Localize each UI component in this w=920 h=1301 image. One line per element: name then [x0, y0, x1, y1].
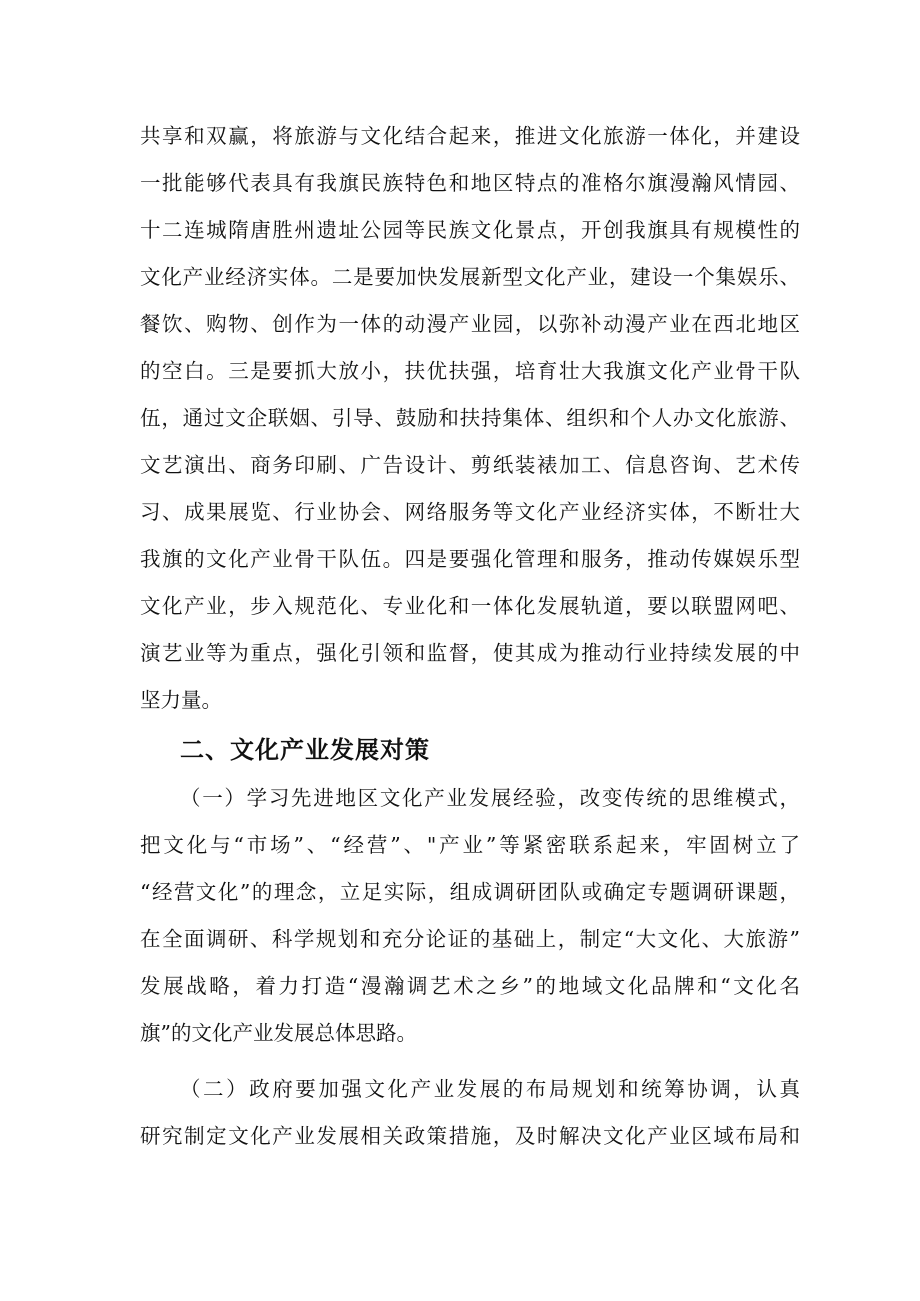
text-line: 我旗的文化产业骨干队伍。四是要强化管理和服务，推动传媒娱乐型 — [140, 547, 800, 571]
text-line: 的空白。三是要抓大放小，扶优扶强，培育壮大我旗文化产业骨干队 — [140, 359, 800, 383]
text-line: 十二连城隋唐胜州遗址公园等民族文化景点，开创我旗具有规模性的 — [140, 218, 800, 242]
text-line: 研究制定文化产业发展相关政策措施，及时解决文化产业区域布局和 — [140, 1124, 800, 1148]
text-line: “经营文化”的理念，立足实际，组成调研团队或确定专题调研课题， — [140, 880, 800, 904]
text-line: 习、成果展览、行业协会、网络服务等文化产业经济实体，不断壮大 — [140, 500, 800, 524]
text-line: 旗”的文化产业发展总体思路。 — [140, 1021, 417, 1045]
text-line: 在全面调研、科学规划和充分论证的基础上，制定“大文化、大旅游” — [140, 927, 800, 951]
text-line: 餐饮、购物、创作为一体的动漫产业园，以弥补动漫产业在西北地区 — [140, 312, 800, 336]
text-line: 把文化与“市场”、“经营”、"产业”等紧密联系起来，牢固树立了 — [140, 833, 800, 857]
text-line: 发展战略，着力打造“漫瀚调艺术之乡”的地域文化品牌和“文化名 — [140, 974, 800, 998]
text-line: 伍，通过文企联姻、引导、鼓励和扶持集体、组织和个人办文化旅游、 — [140, 406, 800, 430]
text-line: 文艺演出、商务印刷、广告设计、剪纸装裱加工、信息咨询、艺术传 — [140, 453, 800, 477]
text-line: （二）政府要加强文化产业发展的布局规划和统筹协调，认真 — [180, 1077, 800, 1101]
text-line: 文化产业，步入规范化、专业化和一体化发展轨道，要以联盟网吧、 — [140, 594, 800, 618]
text-line: 一批能够代表具有我旗民族特色和地区特点的准格尔旗漫瀚风情园、 — [140, 171, 800, 195]
section-heading: 二、文化产业发展对策 — [180, 736, 430, 764]
text-line: 共享和双赢，将旅游与文化结合起来，推进文化旅游一体化，并建设 — [140, 124, 800, 148]
text-line: 演艺业等为重点，强化引领和监督，使其成为推动行业持续发展的中 — [140, 641, 800, 665]
text-line: （一）学习先进地区文化产业发展经验，改变传统的思维模式， — [180, 786, 800, 810]
text-line: 坚力量。 — [140, 688, 222, 712]
text-line: 文化产业经济实体。二是要加快发展新型文化产业，建设一个集娱乐、 — [140, 265, 800, 289]
